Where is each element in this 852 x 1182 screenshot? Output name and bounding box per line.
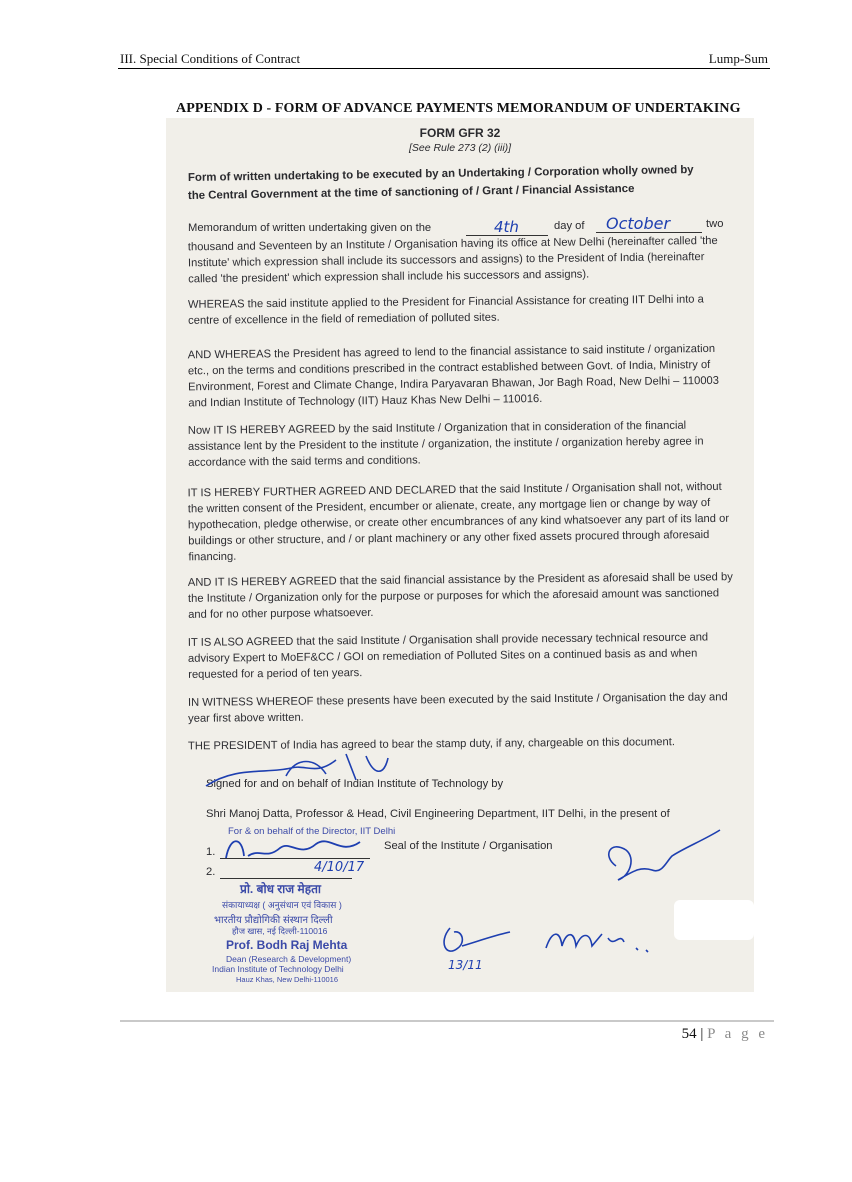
footer-rule <box>120 1020 774 1022</box>
seal-label: Seal of the Institute / Organisation <box>384 840 553 852</box>
witness-2-line <box>220 878 352 879</box>
form-heading-line-2: the Central Government at the time of sanctioning of / Grant / Financial Assistance <box>187 182 635 202</box>
memo-line-start: Memorandum of written undertaking given on the <box>188 222 432 234</box>
header-section-title: III. Special Conditions of Contract <box>120 51 301 66</box>
stamp-hindi-addr: हौज खास, नई दिल्ली-110016 <box>232 926 328 936</box>
signed-for-line: Signed for and on behalf of Indian Institute of Technology by <box>206 778 504 790</box>
signature-scribble-4 <box>596 826 726 896</box>
handwritten-sign-date: 13/11 <box>448 958 483 972</box>
witness-paragraph: IN WITNESS WHEREOF these presents have been executed by the said Institute / Organisation the day and year first above written. <box>187 691 728 725</box>
appendix-title: APPENDIX D - FORM OF ADVANCE PAYMENTS MEMORANDUM OF UNDERTAKING <box>176 101 741 116</box>
witness-2-label: 2. <box>206 866 216 878</box>
witness-1-label: 1. <box>206 846 216 858</box>
stamp-english-name: Prof. Bodh Raj Mehta <box>226 938 348 952</box>
stamp-english-inst: Indian Institute of Technology Delhi <box>212 964 344 974</box>
page-footer <box>682 1026 768 1043</box>
scanned-form-image <box>166 118 754 992</box>
further-agreed-paragraph: IT IS HEREBY FURTHER AGREED AND DECLARED that the said Institute / Organisation shall not, without the written consent of the President, encumber or alienate, create, any mortgage lien or change by way of hypothecation, pledge otherwise, or create other encumbrances of any kind whatsoever any part of its land or buildings or other structure, and / or plant machinery or any other fixed assets procured through aforesaid financing. <box>187 480 730 564</box>
white-patch <box>674 900 754 940</box>
signature-scribble-1 <box>196 746 396 796</box>
memo-day-of: day of <box>554 220 585 232</box>
page-number: 54 <box>681 1026 697 1042</box>
stamp-hindi-role: संकायाध्यक्ष ( अनुसंधान एवं विकास ) <box>222 900 342 910</box>
page-separator: | <box>700 1026 704 1042</box>
for-behalf-stamp: For & on behalf of the Director, IIT Delhi <box>228 826 396 837</box>
stamp-hindi-inst: भारतीय प्रौद्योगिकी संस्थान दिल्ली <box>214 915 333 926</box>
memo-two: two <box>706 218 724 230</box>
form-title: FORM GFR 32 <box>419 126 501 140</box>
whereas-paragraph: WHEREAS the said institute applied to the President for Financial Assistance for creating IIT Delhi into a centre of excellence in the field of remediation of polluted sites. <box>187 293 704 327</box>
rule-reference: [See Rule 273 (2) (iii)] <box>408 142 512 154</box>
signature-scribble-2 <box>220 830 370 864</box>
handwritten-day: 4th <box>494 218 519 236</box>
stamp-english-addr: Hauz Khas, New Delhi-110016 <box>236 975 339 984</box>
signature-scribble-3 <box>436 908 666 988</box>
form-heading-line-1: Form of written undertaking to be executed by an Undertaking / Corporation wholly owned by <box>187 164 694 184</box>
handwritten-date: 4/10/17 <box>314 860 365 875</box>
shri-name-line: Shri Manoj Datta, Professor & Head, Civil Engineering Department, IIT Delhi, in the present of <box>206 808 670 820</box>
page-word: P a g e <box>707 1026 768 1042</box>
header-contract-type: Lump-Sum <box>708 51 768 66</box>
memo-paragraph: thousand and Seventeen by an Institute / Organisation having its office at New Delhi (hereinafter called 'the Institute' which expression shall include its successors and assigns) to the President of India (hereinafter called 'the president' which expression shall include his successors and assigns). <box>187 234 718 286</box>
header-rule <box>118 68 770 69</box>
stamp-english-role: Dean (Research & Development) <box>226 954 352 964</box>
usage-agreed-paragraph: AND IT IS HEREBY AGREED that the said financial assistance by the President as aforesaid shall be used by the Institute / Organization only for the purpose or purposes for which the aforesaid amount was sanctioned and for no other purpose whatsoever. <box>187 571 733 621</box>
and-whereas-paragraph: AND WHEREAS the President has agreed to lend to the financial assistance to said institute / organization etc., on the terms and conditions prescribed in the contract established between Govt. of India, Ministry of Environment, Forest and Climate Change, Indira Paryavaran Bhawan, Jor Bagh Road, New Delhi – 110003 and Indian Institute of Technology (IIT) Hauz Khas New Delhi – 110016. <box>187 342 720 410</box>
handwritten-month: October <box>606 214 671 233</box>
hereby-agreed-paragraph: Now IT IS HEREBY AGREED by the said Institute / Organization that in consideration of the financial assistance lent by the President to the institute / organization, the institute / organization hereby agree in accordance with the said terms and conditions. <box>187 419 704 469</box>
stamp-hindi-name: प्रो. बोध राज मेहता <box>240 882 322 896</box>
also-agreed-paragraph: IT IS ALSO AGREED that the said Institute / Organisation shall provide necessary technical resource and advisory Expert to MoEF&CC / GOI on remediation of Polluted Sites on a continued basis as and when requested for a period of ten years. <box>187 631 709 681</box>
stamp-duty-paragraph: THE PRESIDENT of India has agreed to bear the stamp duty, if any, chargeable on this document. <box>187 736 675 753</box>
